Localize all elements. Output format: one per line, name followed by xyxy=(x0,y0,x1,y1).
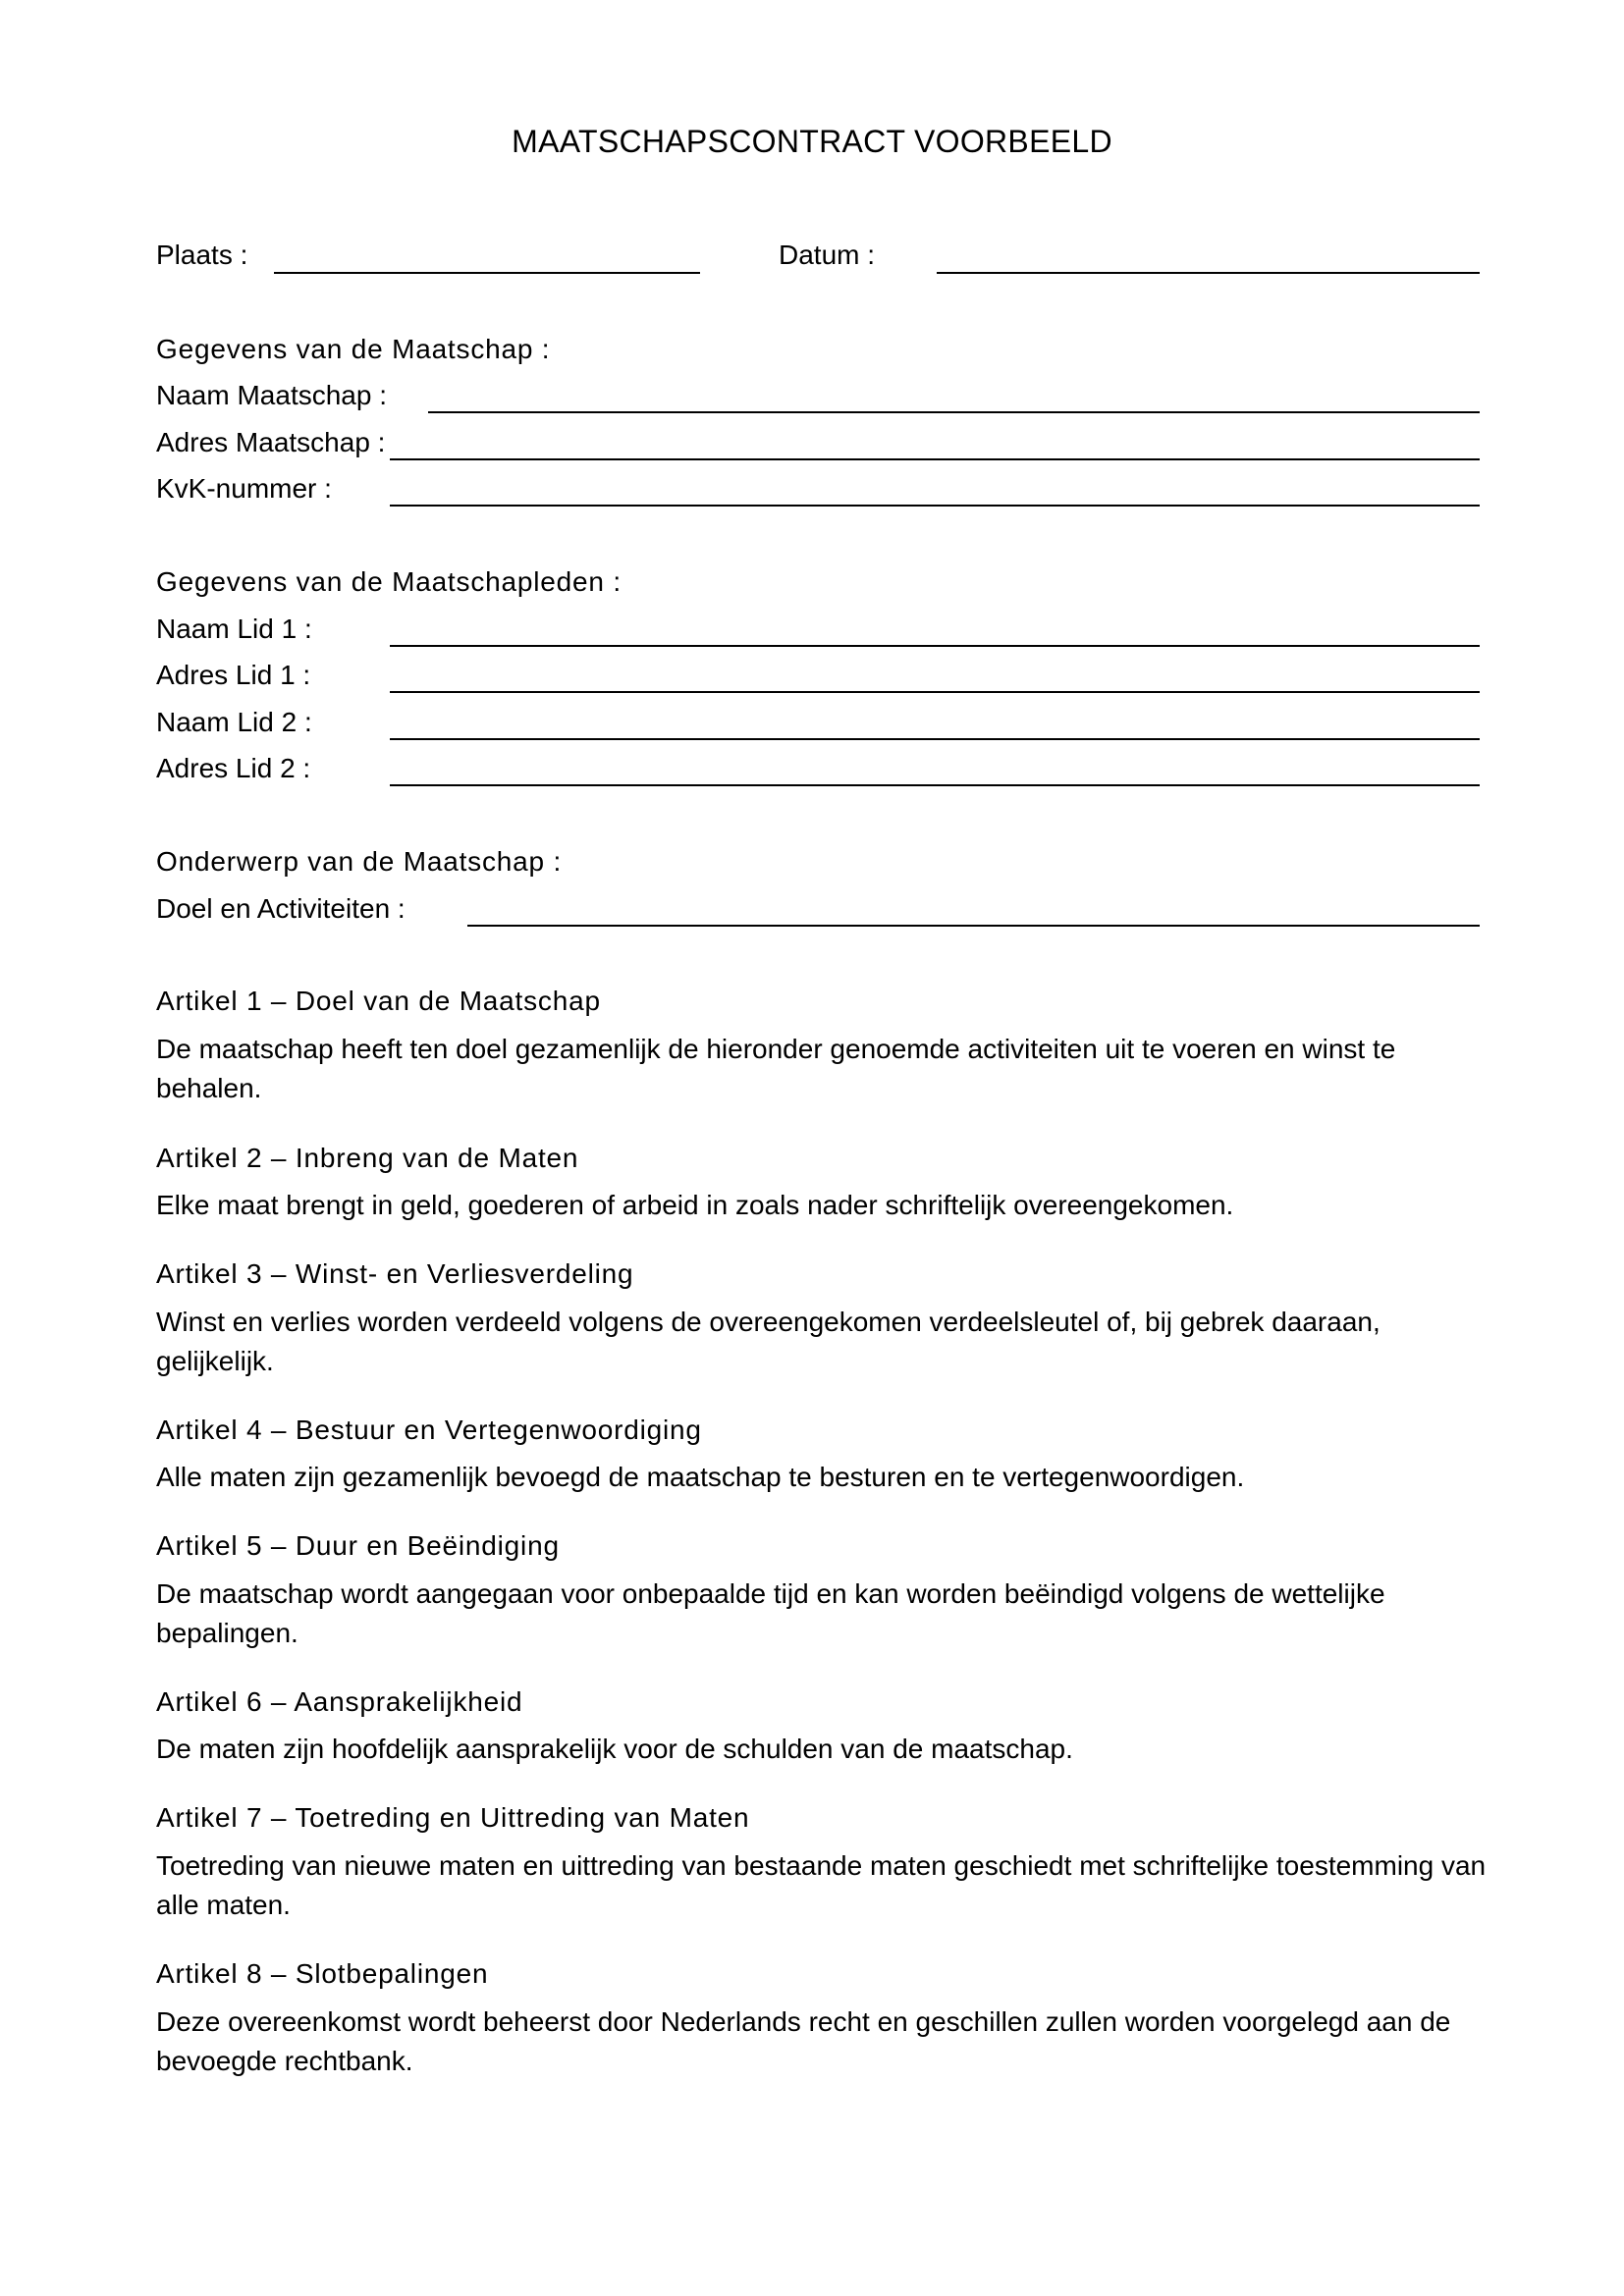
document-title: MAATSCHAPSCONTRACT VOORBEELD xyxy=(512,124,1112,159)
leden-heading: Gegevens van de Maatschapleden : xyxy=(156,566,622,597)
adres-lid1-field[interactable] xyxy=(390,691,1480,693)
adres-maatschap-label: Adres Maatschap : xyxy=(156,427,386,457)
article-8-heading: Artikel 8 – Slotbepalingen xyxy=(156,1958,489,1989)
adres-lid2-field[interactable] xyxy=(390,784,1480,786)
article-4-text: Alle maten zijn gezamenlijk bevoegd de maatschap te besturen en te vertegenwoordigen. xyxy=(156,1462,1245,1492)
naam-lid2-field[interactable] xyxy=(390,738,1480,740)
adres-maatschap-field[interactable] xyxy=(390,458,1480,460)
article-4-heading: Artikel 4 – Bestuur en Vertegenwoordiging xyxy=(156,1415,702,1445)
article-3-heading: Artikel 3 – Winst- en Verliesverdeling xyxy=(156,1258,634,1289)
maatschap-heading: Gegevens van de Maatschap : xyxy=(156,334,551,364)
article-6-text: De maten zijn hoofdelijk aansprakelijk voor de schulden van de maatschap. xyxy=(156,1734,1073,1764)
article-2-text: Elke maat brengt in geld, goederen of arbeid in zoals nader schriftelijk overeengekomen. xyxy=(156,1190,1234,1220)
doel-field[interactable] xyxy=(467,925,1480,927)
article-5-heading: Artikel 5 – Duur en Beëindiging xyxy=(156,1530,560,1561)
datum-label: Datum : xyxy=(779,240,876,270)
adres-lid1-label: Adres Lid 1 : xyxy=(156,660,311,690)
article-7-text: Toetreding van nieuwe maten en uittreding van bestaande maten geschiedt met schriftelijke toestemming van alle maten. xyxy=(156,1850,1487,1920)
article-6-heading: Artikel 6 – Aansprakelijkheid xyxy=(156,1686,523,1717)
article-2-heading: Artikel 2 – Inbreng van de Maten xyxy=(156,1143,579,1173)
datum-field[interactable] xyxy=(937,272,1480,274)
naam-maatschap-field[interactable] xyxy=(428,411,1480,413)
plaats-label: Plaats : xyxy=(156,240,248,270)
article-3-text: Winst en verlies worden verdeeld volgens de overeengekomen verdeelsleutel of, bij gebrek daaraan, gelijkelijk. xyxy=(156,1307,1380,1376)
naam-lid1-field[interactable] xyxy=(390,645,1480,647)
kvk-field[interactable] xyxy=(390,505,1480,507)
article-1-text: De maatschap heeft ten doel gezamenlijk de hieronder genoemde activiteiten uit te voeren en winst te behalen. xyxy=(156,1034,1396,1103)
adres-lid2-label: Adres Lid 2 : xyxy=(156,753,311,783)
article-8-text: Deze overeenkomst wordt beheerst door Nederlands recht en geschillen zullen worden voorgelegd aan de bevoegde rechtbank. xyxy=(156,2006,1451,2076)
onderwerp-heading: Onderwerp van de Maatschap : xyxy=(156,846,563,877)
naam-maatschap-label: Naam Maatschap : xyxy=(156,380,387,410)
naam-lid2-label: Naam Lid 2 : xyxy=(156,707,312,737)
plaats-field[interactable] xyxy=(274,272,700,274)
article-5-text: De maatschap wordt aangegaan voor onbepaalde tijd en kan worden beëindigd volgens de wettelijke bepalingen. xyxy=(156,1578,1385,1648)
article-1-heading: Artikel 1 – Doel van de Maatschap xyxy=(156,986,601,1016)
kvk-label: KvK-nummer : xyxy=(156,473,332,504)
naam-lid1-label: Naam Lid 1 : xyxy=(156,614,312,644)
article-7-heading: Artikel 7 – Toetreding en Uittreding van Maten xyxy=(156,1802,750,1833)
doel-label: Doel en Activiteiten : xyxy=(156,893,406,924)
